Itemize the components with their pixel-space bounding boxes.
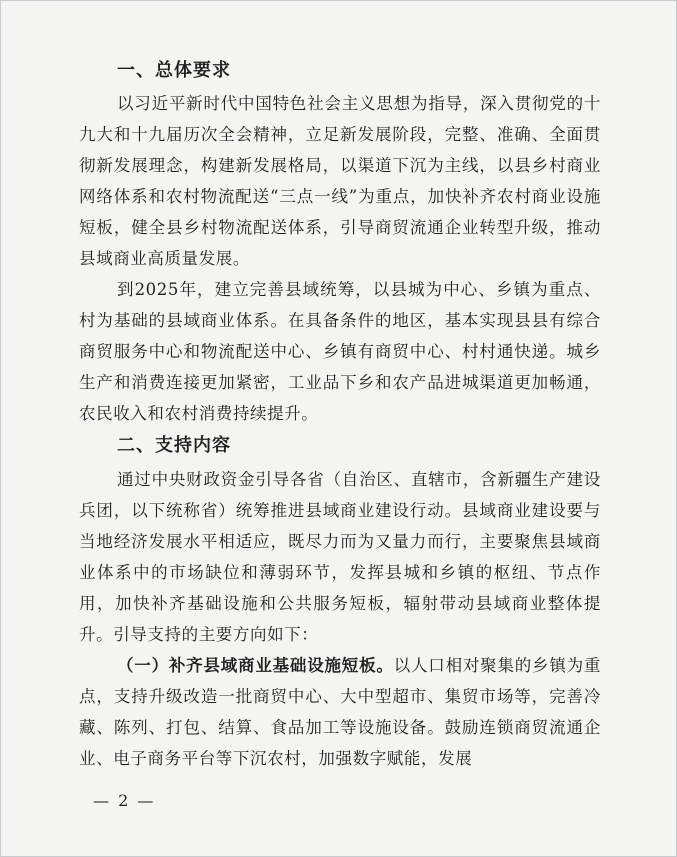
paragraph-item-1 xyxy=(79,650,601,774)
section-heading-support-content: 二、支持内容 xyxy=(117,435,231,456)
paragraph-2025-goal: 到2025年，建立完善县域统筹，以县城为中心、乡镇为重点、村为基础的县域商业体系。在具备条件的地区，基本实现县县有综合商贸服务中心和物流配送中心、乡镇有商贸中心、村村通快递。城乡生产和消费连接更加紧密，工业品下乡和农产品进城渠道更加畅通，农民收入和农村消费持续提升。 xyxy=(79,280,601,423)
page-number: — 2 — xyxy=(93,791,156,810)
paragraph-funding-guidance: 通过中央财政资金引导各省（自治区、直辖市，含新疆生产建设兵团，以下统称省）统筹推进县域商业建设行动。县域商业建设要与当地经济发展水平相适应，既尽力而为又量力而行，主要聚焦县域商业体系中的市场缺位和薄弱环节，发挥县城和乡镇的枢纽、节点作用，加快补齐基础设施和公共服务短板，辐射带动县域商业整体提升。引导支持的主要方向如下： xyxy=(79,470,601,644)
section-heading-general-requirements: 一、总体要求 xyxy=(117,60,231,81)
item-1-heading: （一）补齐县域商业基础设施短板。 xyxy=(117,656,394,675)
paragraph-guiding-principle: 以习近平新时代中国特色社会主义思想为指导，深入贯彻党的十九大和十九届历次全会精神，立足新发展阶段，完整、准确、全面贯彻新发展理念，构建新发展格局，以渠道下沉为主线，以县乡村商业网络体系和农村物流配送“三点一线”为重点，加快补齐农村商业设施短板，健全县乡村物流配送体系，引导商贸流通企业转型升级，推动县域商业高质量发展。 xyxy=(79,94,601,268)
item-1-text: 以人口相对聚集的乡镇为重点，支持升级改造一批商贸中心、大中型超市、集贸市场等，完善冷藏、陈列、打包、结算、食品加工等设施设备。鼓励连锁商贸流通企业、电子商务平台等下沉农村，加强数字赋能，发展 xyxy=(79,656,602,768)
document-body xyxy=(79,51,601,774)
